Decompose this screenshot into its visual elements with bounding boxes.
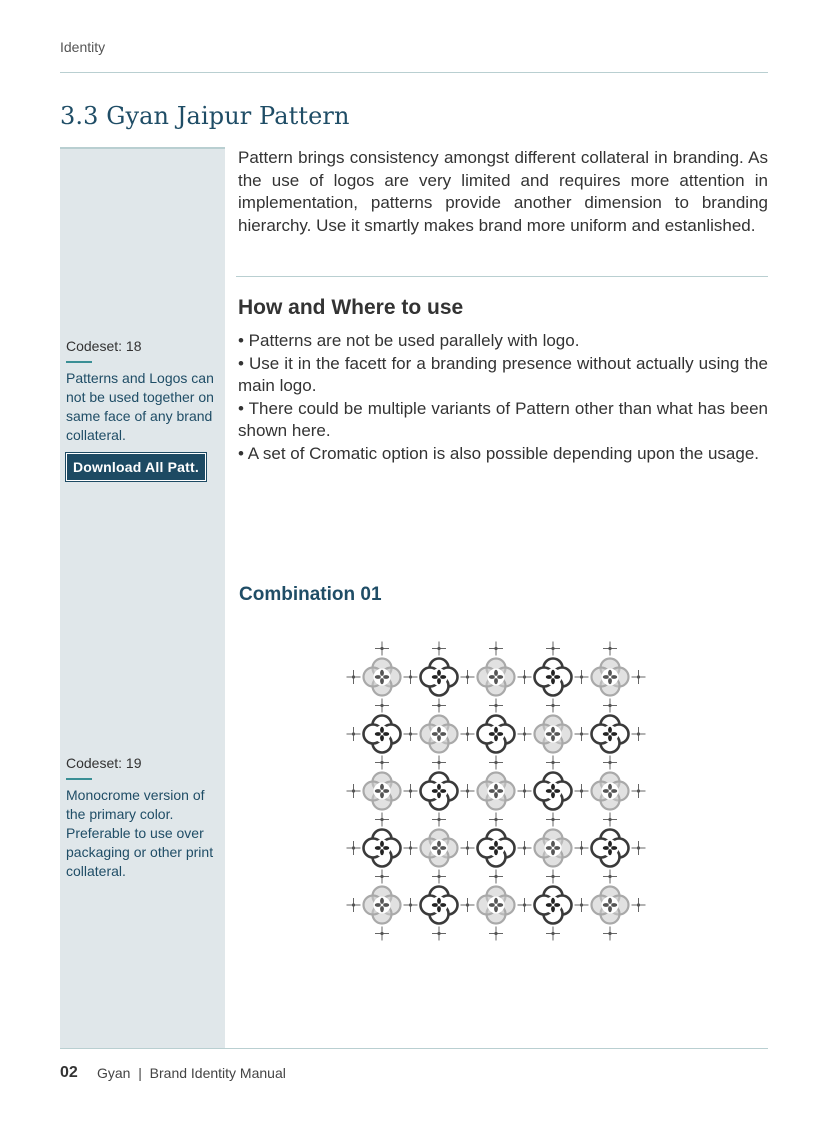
codeset-label: Codeset: 18 [66, 338, 142, 354]
sparkle-mark [404, 841, 418, 855]
sparkle-mark [575, 670, 589, 684]
footer-rule [60, 1048, 768, 1049]
pattern-tile [592, 887, 629, 924]
combination-heading: Combination 01 [239, 584, 382, 605]
sparkle-mark [603, 756, 617, 770]
pattern-tile [364, 773, 401, 810]
pattern-tile [592, 659, 629, 696]
sparkle-mark [546, 642, 560, 656]
pattern-tile [592, 716, 629, 753]
sparkle-mark [603, 813, 617, 827]
sparkle-mark [375, 813, 389, 827]
list-item: • A set of Cromatic option is also possible depending upon the usage. [238, 443, 760, 463]
codeset-description: Monocrome version of the primary color. Preferable to use over packaging or other print collateral. [66, 787, 214, 879]
sparkle-mark [461, 841, 475, 855]
sparkle-mark [518, 727, 532, 741]
list-item: • There could be multiple variants of Pattern other than what has been shown here. [238, 398, 768, 440]
sidebar [60, 147, 225, 1049]
codeset-label: Codeset: 19 [66, 755, 142, 771]
divider [66, 361, 92, 363]
sparkle-mark [546, 699, 560, 713]
footer-brand: Gyan | Brand Identity Manual [97, 1065, 286, 1081]
sparkle-mark [432, 927, 446, 941]
sparkle-mark [404, 670, 418, 684]
sparkle-mark [461, 898, 475, 912]
sparkle-mark [432, 699, 446, 713]
sparkle-mark [347, 727, 361, 741]
sparkle-mark [461, 727, 475, 741]
sparkle-mark [632, 784, 646, 798]
sparkle-mark [489, 699, 503, 713]
codeset-note-19 [66, 754, 221, 881]
pattern-tile [592, 773, 629, 810]
sparkle-mark [404, 898, 418, 912]
pattern-tile [535, 659, 572, 696]
pattern-tile [535, 716, 572, 753]
pattern-tile [364, 830, 401, 867]
pattern-tile [421, 659, 458, 696]
sparkle-mark [489, 813, 503, 827]
pattern-tile [592, 830, 629, 867]
pattern-tile [478, 773, 515, 810]
sparkle-mark [432, 642, 446, 656]
pattern-tile [421, 773, 458, 810]
sparkle-mark [347, 898, 361, 912]
sparkle-mark [489, 927, 503, 941]
sparkle-mark [375, 870, 389, 884]
sparkle-mark [347, 784, 361, 798]
pattern-tile [478, 830, 515, 867]
sparkle-mark [546, 756, 560, 770]
download-patterns-button[interactable]: Download All Patt. [66, 453, 206, 481]
sparkle-mark [461, 670, 475, 684]
list-item: • Use it in the facett for a branding presence without actually using the main logo. [238, 353, 768, 395]
sparkle-mark [575, 784, 589, 798]
pattern-tile [364, 659, 401, 696]
sparkle-mark [632, 727, 646, 741]
pattern-tile [535, 773, 572, 810]
sparkle-mark [575, 727, 589, 741]
sparkle-mark [404, 727, 418, 741]
pattern-tile [364, 887, 401, 924]
sparkle-mark [632, 841, 646, 855]
sparkle-mark [375, 756, 389, 770]
sparkle-mark [461, 784, 475, 798]
list-item: • Patterns are not be used parallely with logo. [238, 331, 580, 350]
sparkle-mark [432, 756, 446, 770]
page-title: 3.3 Gyan Jaipur Pattern [60, 102, 350, 130]
sparkle-mark [432, 813, 446, 827]
sparkle-mark [575, 841, 589, 855]
sparkle-mark [489, 870, 503, 884]
sparkle-mark [489, 642, 503, 656]
section-rule [236, 276, 768, 277]
codeset-description: Patterns and Logos can not be used together on same face of any brand collateral. [66, 370, 214, 443]
pattern-tile [535, 887, 572, 924]
header-rule [60, 72, 768, 73]
codeset-note-18 [66, 337, 221, 481]
sparkle-mark [603, 927, 617, 941]
sparkle-mark [603, 870, 617, 884]
usage-list [238, 330, 768, 465]
pattern-tile [421, 887, 458, 924]
sparkle-mark [347, 670, 361, 684]
divider [66, 778, 92, 780]
pattern-tile [364, 716, 401, 753]
pattern-tile [478, 716, 515, 753]
sparkle-mark [347, 841, 361, 855]
page-number: 02 [60, 1064, 78, 1081]
pattern-tile [478, 659, 515, 696]
sparkle-mark [603, 699, 617, 713]
sparkle-mark [546, 927, 560, 941]
sparkle-mark [518, 784, 532, 798]
usage-heading: How and Where to use [238, 296, 464, 319]
pattern-tile [421, 830, 458, 867]
sparkle-mark [632, 898, 646, 912]
sparkle-mark [546, 813, 560, 827]
sparkle-mark [404, 784, 418, 798]
sparkle-mark [518, 898, 532, 912]
sparkle-mark [489, 756, 503, 770]
sparkle-mark [375, 927, 389, 941]
sparkle-mark [375, 699, 389, 713]
sparkle-mark [375, 642, 389, 656]
section-label: Identity [60, 39, 106, 55]
intro-paragraph: Pattern brings consistency amongst different collateral in branding. As the use of logos are very limited and requires more attention in implementation, patterns provide another dimension to branding hierarchy. Use it smartly makes brand more uniform and estanlished. [238, 148, 768, 235]
jaipur-pattern-graphic [345, 640, 650, 945]
sparkle-mark [603, 642, 617, 656]
pattern-tile [535, 830, 572, 867]
sparkle-mark [432, 870, 446, 884]
sparkle-mark [518, 841, 532, 855]
sparkle-mark [518, 670, 532, 684]
sparkle-mark [546, 870, 560, 884]
sparkle-mark [575, 898, 589, 912]
pattern-tile [421, 716, 458, 753]
sparkle-mark [632, 670, 646, 684]
pattern-tile [478, 887, 515, 924]
